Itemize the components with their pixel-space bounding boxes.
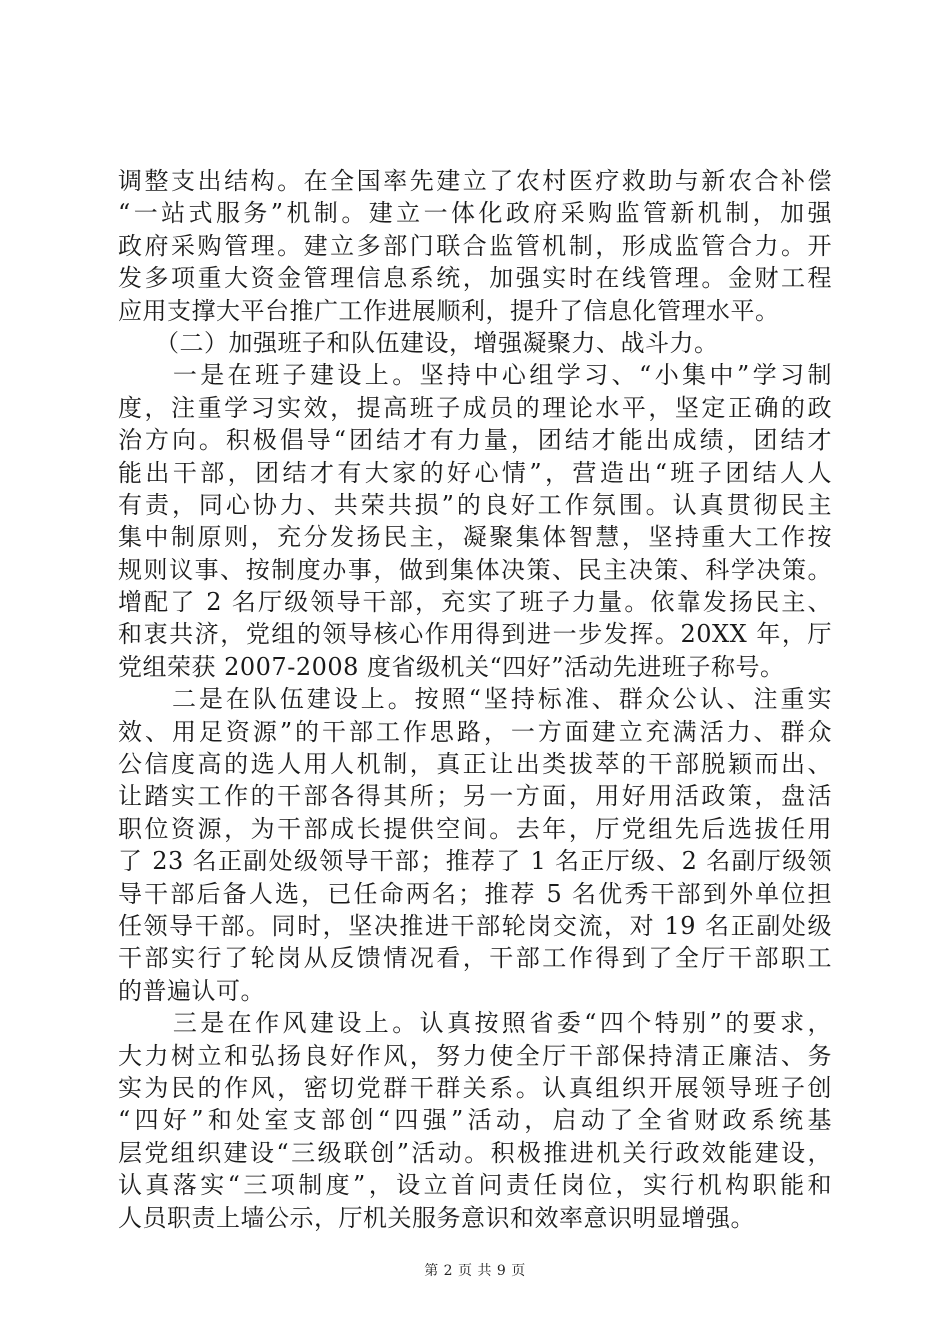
- text-line: 度，注重学习实效，提高班子成员的理论水平，坚定正确的政: [118, 393, 832, 422]
- text-line: 一是在班子建设上。坚持中心组学习、“小集中”学习制: [118, 361, 832, 390]
- text-line: 认真落实“三项制度”，设立首问责任岗位，实行机构职能和: [118, 1171, 832, 1200]
- text-line: “四好”和处室支部创“四强”活动，启动了全省财政系统基: [118, 1106, 832, 1135]
- text-line: 规则议事、按制度办事，做到集体决策、民主决策、科学决策。: [118, 555, 832, 584]
- text-line: 干部实行了轮岗从反馈情况看，干部工作得到了全厅干部职工: [118, 944, 832, 973]
- text-line: 有责，同心协力、共荣共损”的良好工作氛围。认真贯彻民主: [118, 490, 832, 519]
- text-line: 了 23 名正副处级领导干部；推荐了 1 名正厅级、2 名副厅级领: [118, 847, 832, 876]
- text-line: 效、用足资源”的干部工作思路，一方面建立充满活力、群众: [118, 717, 832, 746]
- text-line: 公信度高的选人用人机制，真正让出类拔萃的干部脱颖而出、: [118, 750, 832, 779]
- text-line: 大力树立和弘扬良好作风，努力使全厅干部保持清正廉洁、务: [118, 1041, 832, 1070]
- text-line: 任领导干部。同时，坚决推进干部轮岗交流，对 19 名正副处级: [118, 911, 832, 940]
- text-line: 的普遍认可。: [118, 976, 265, 1005]
- text-line: 职位资源，为干部成长提供空间。去年，厅党组先后选拔任用: [118, 814, 832, 843]
- text-line: 让踏实工作的干部各得其所；另一方面，用好用活政策，盘活: [118, 782, 832, 811]
- text-line: 导干部后备人选，已任命两名；推荐 5 名优秀干部到外单位担: [118, 879, 832, 908]
- text-line: 层党组织建设“三级联创”活动。积极推进机关行政效能建设，: [118, 1138, 832, 1167]
- text-line: 治方向。积极倡导“团结才有力量，团结才能出成绩，团结才: [118, 426, 832, 455]
- text-line: 人员职责上墙公示，厅机关服务意识和效率意识明显增强。: [118, 1203, 755, 1232]
- text-line: “一站式服务”机制。建立一体化政府采购监管新机制，加强: [118, 199, 832, 228]
- text-line: 调整支出结构。在全国率先建立了农村医疗救助与新农合补偿: [118, 167, 832, 195]
- text-line: 实为民的作风，密切党群干群关系。认真组织开展领导班子创: [118, 1073, 832, 1102]
- text-line: 应用支撑大平台推广工作进展顺利，提升了信息化管理水平。: [118, 296, 780, 325]
- document-body: [118, 165, 832, 1234]
- text-line: 党组荣获 2007-2008 度省级机关“四好”活动先进班子称号。: [118, 652, 785, 681]
- page-footer: 第 2 页 共 9 页: [424, 1263, 526, 1279]
- text-line: 能出干部，团结才有大家的好心情”，营造出“班子团结人人: [118, 458, 832, 487]
- text-line: （二）加强班子和队伍建设，增强凝聚力、战斗力。: [118, 328, 719, 357]
- text-line: 增配了 2 名厅级领导干部，充实了班子力量。依靠发扬民主、: [118, 588, 832, 617]
- text-line: 二是在队伍建设上。按照“坚持标准、群众公认、注重实: [118, 685, 832, 714]
- text-line: 三是在作风建设上。认真按照省委“四个特别”的要求，: [118, 1009, 832, 1038]
- text-line: 和衷共济，党组的领导核心作用得到进一步发挥。20XX 年，厅: [118, 620, 832, 649]
- text-line: 集中制原则，充分发扬民主，凝聚集体智慧，坚持重大工作按: [118, 523, 832, 552]
- text-line: 发多项重大资金管理信息系统，加强实时在线管理。金财工程: [118, 264, 832, 293]
- text-line: 政府采购管理。建立多部门联合监管机制，形成监管合力。开: [118, 231, 832, 260]
